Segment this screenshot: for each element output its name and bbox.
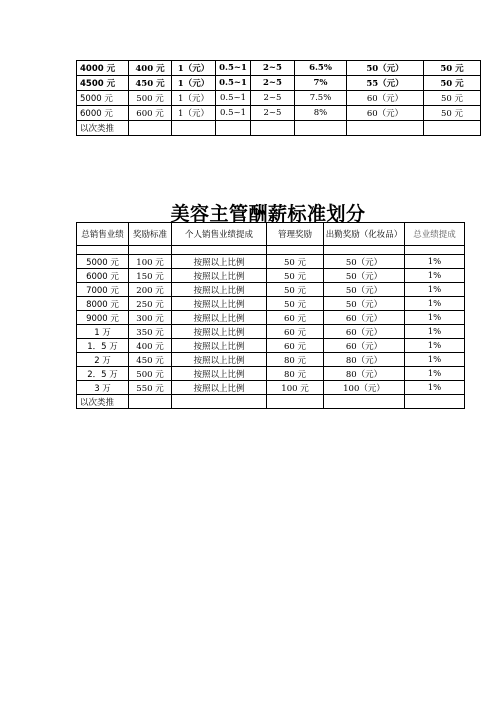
empty-cell: [405, 246, 465, 255]
table-cell: 600 元: [129, 106, 172, 121]
table-cell: 以次类推: [77, 395, 129, 409]
table-cell: 50 元: [267, 283, 324, 297]
table-cell: 50 元: [424, 106, 481, 121]
table-cell: 50（元）: [324, 269, 405, 283]
table-cell: 1%: [405, 339, 465, 353]
table-cell: 400 元: [129, 61, 172, 76]
table-cell: 1%: [405, 311, 465, 325]
table-cell: [129, 121, 172, 136]
table-cell: 0.5~1: [216, 106, 251, 121]
table-cell: 60（元）: [324, 311, 405, 325]
table-cell: 50（元）: [324, 297, 405, 311]
table-cell: 8%: [295, 106, 347, 121]
table-cell: [129, 395, 172, 409]
table-cell: 2~5: [251, 61, 295, 76]
table-cell: 400 元: [129, 339, 172, 353]
table-cell: 60（元）: [347, 91, 424, 106]
table-cell: 3 万: [77, 381, 129, 395]
table-row: [77, 121, 481, 136]
table-row: [77, 269, 465, 283]
table-cell: 7000 元: [77, 283, 129, 297]
table-cell: 50（元）: [347, 61, 424, 76]
table-row: [77, 367, 465, 381]
table-cell: 4000 元: [77, 61, 129, 76]
table-cell: 2~5: [251, 91, 295, 106]
table-cell: 50 元: [267, 297, 324, 311]
table-cell: 500 元: [129, 367, 172, 381]
salary-table-body: [77, 246, 465, 409]
table-row: [77, 255, 465, 269]
table-cell: 1%: [405, 381, 465, 395]
header-total-sales: 总销售业绩: [77, 223, 129, 246]
table-cell: 0.5~1: [216, 91, 251, 106]
table-cell: 55（元）: [347, 76, 424, 91]
table-cell: 1%: [405, 353, 465, 367]
table-cell: 5000 元: [77, 255, 129, 269]
table-cell: 按照以上比例: [172, 367, 267, 381]
table-cell: 2．5 万: [77, 367, 129, 381]
empty-cell: [172, 246, 267, 255]
table-row: [77, 339, 465, 353]
table-cell: 350 元: [129, 325, 172, 339]
table-cell: [251, 121, 295, 136]
table-cell: 150 元: [129, 269, 172, 283]
table-cell: 7%: [295, 76, 347, 91]
table-cell: 50 元: [424, 91, 481, 106]
table-cell: 2 万: [77, 353, 129, 367]
table-cell: 450 元: [129, 353, 172, 367]
table-cell: 500 元: [129, 91, 172, 106]
table-row: [77, 106, 481, 121]
table-cell: 1 万: [77, 325, 129, 339]
table-cell: 200 元: [129, 283, 172, 297]
header-total-commission: 总业绩提成: [405, 223, 465, 246]
table-cell: 按照以上比例: [172, 283, 267, 297]
table-cell: 50 元: [267, 269, 324, 283]
table-row: [77, 325, 465, 339]
header-reward-standard: 奖励标准: [129, 223, 172, 246]
table-cell: 以次类推: [77, 121, 129, 136]
table-cell: 1%: [405, 297, 465, 311]
table-cell: 60（元）: [324, 339, 405, 353]
table-cell: 1%: [405, 283, 465, 297]
table-row: [77, 61, 481, 76]
table-cell: 50（元）: [324, 283, 405, 297]
table-cell: 按照以上比例: [172, 255, 267, 269]
table-cell: 80（元）: [324, 353, 405, 367]
empty-cell: [129, 246, 172, 255]
table-cell: [295, 121, 347, 136]
table-cell: 9000 元: [77, 311, 129, 325]
table-cell: [267, 395, 324, 409]
table-cell: 1%: [405, 269, 465, 283]
table-cell: 300 元: [129, 311, 172, 325]
header-attendance-reward: 出勤奖励（化妆品）: [324, 223, 405, 246]
table-cell: [172, 395, 267, 409]
table-cell: 按照以上比例: [172, 339, 267, 353]
table-cell: 按照以上比例: [172, 325, 267, 339]
table-cell: 8000 元: [77, 297, 129, 311]
table-cell: 2~5: [251, 76, 295, 91]
table-row: [77, 283, 465, 297]
table-cell: [405, 395, 465, 409]
table-cell: 1（元）: [172, 61, 216, 76]
table-cell: 100 元: [267, 381, 324, 395]
table-cell: 0.5~1: [216, 76, 251, 91]
table-cell: 4500 元: [77, 76, 129, 91]
spacer-row: [77, 246, 465, 255]
table-cell: 按照以上比例: [172, 269, 267, 283]
table-cell: 250 元: [129, 297, 172, 311]
commission-table-body: [77, 61, 481, 136]
table-cell: 1．5 万: [77, 339, 129, 353]
table-row: [77, 311, 465, 325]
table-cell: 50 元: [267, 255, 324, 269]
table-row: [77, 395, 465, 409]
table-cell: 50（元）: [324, 255, 405, 269]
table-cell: 60（元）: [324, 325, 405, 339]
table-row: [77, 297, 465, 311]
table-cell: 60 元: [267, 311, 324, 325]
table-cell: 1（元）: [172, 106, 216, 121]
table-cell: [216, 121, 251, 136]
table-cell: 50 元: [424, 76, 481, 91]
empty-cell: [77, 246, 129, 255]
table-cell: 按照以上比例: [172, 381, 267, 395]
table-cell: [324, 395, 405, 409]
table-cell: 80 元: [267, 353, 324, 367]
table-cell: 450 元: [129, 76, 172, 91]
table-cell: 6000 元: [77, 269, 129, 283]
table-cell: 按照以上比例: [172, 311, 267, 325]
table-cell: 100 元: [129, 255, 172, 269]
table-cell: 50 元: [424, 61, 481, 76]
table-cell: 60（元）: [347, 106, 424, 121]
table-row: [77, 91, 481, 106]
table-cell: 按照以上比例: [172, 297, 267, 311]
table-cell: 100（元）: [324, 381, 405, 395]
table-cell: 1%: [405, 255, 465, 269]
table-cell: 6.5%: [295, 61, 347, 76]
table-cell: [172, 121, 216, 136]
salary-table-header-row: [77, 223, 465, 246]
table-cell: 5000 元: [77, 91, 129, 106]
section-title: 美容主管酬薪标准划分: [170, 203, 366, 225]
table-cell: 6000 元: [77, 106, 129, 121]
table-cell: 1%: [405, 367, 465, 381]
table-row: [77, 381, 465, 395]
commission-table-continued: [76, 60, 481, 136]
table-cell: 1（元）: [172, 91, 216, 106]
table-row: [77, 76, 481, 91]
header-personal-commission: 个人销售业绩提成: [172, 223, 267, 246]
table-cell: 60 元: [267, 339, 324, 353]
table-cell: 1%: [405, 325, 465, 339]
table-cell: 1（元）: [172, 76, 216, 91]
header-management-reward: 管理奖励: [267, 223, 324, 246]
table-cell: 0.5~1: [216, 61, 251, 76]
table-cell: [424, 121, 481, 136]
table-cell: 80 元: [267, 367, 324, 381]
table-cell: 80（元）: [324, 367, 405, 381]
table-cell: 按照以上比例: [172, 353, 267, 367]
table-row: [77, 353, 465, 367]
empty-cell: [267, 246, 324, 255]
table-cell: 2~5: [251, 106, 295, 121]
table-cell: [347, 121, 424, 136]
salary-standard-table: [76, 222, 465, 409]
empty-cell: [324, 246, 405, 255]
table-cell: 60 元: [267, 325, 324, 339]
table-cell: 7.5%: [295, 91, 347, 106]
table-cell: 550 元: [129, 381, 172, 395]
